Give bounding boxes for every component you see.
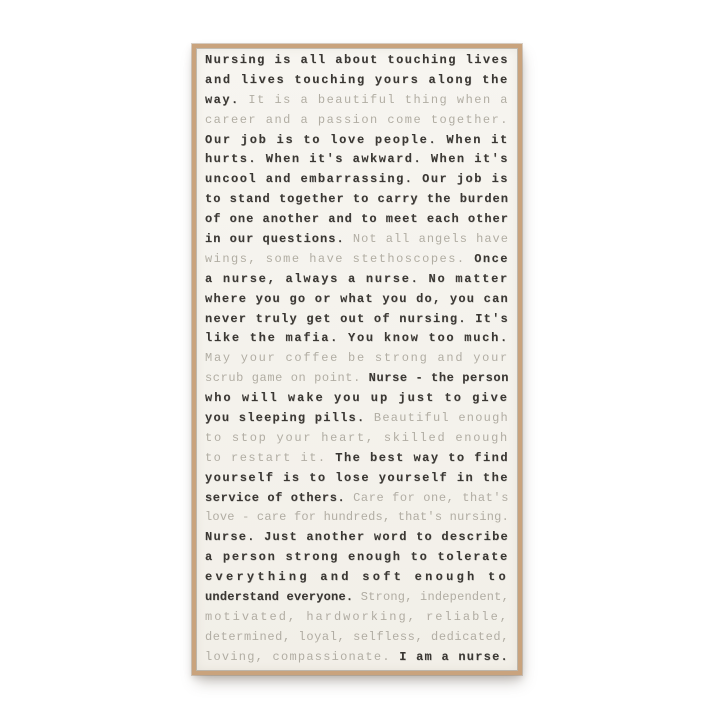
- text-line: [205, 489, 509, 509]
- text-segment-light: motivated, hardworking, reliable,: [205, 609, 509, 624]
- text-segment-dark: Nurse - the person: [360, 371, 509, 386]
- text-segment-dark: Our job is to love people. When it: [205, 132, 509, 147]
- text-line: [205, 51, 509, 71]
- text-line: [205, 230, 509, 250]
- text-segment-light: wings, some have stethoscopes.: [205, 251, 466, 266]
- text-line: [205, 528, 509, 548]
- text-line: [205, 369, 509, 389]
- text-segment-dark: yourself is to lose yourself in the: [205, 470, 509, 485]
- text-line: [205, 508, 509, 528]
- text-line: [205, 150, 509, 170]
- text-segment-light: love - care for hundreds, that's nursing.: [205, 510, 509, 525]
- text-line: [205, 290, 509, 310]
- text-segment-light: Strong, independent,: [353, 590, 509, 605]
- text-segment-light: determined, loyal, selfless, dedicated,: [205, 629, 509, 644]
- text-segment-light: to stop your heart, skilled enough: [205, 430, 509, 445]
- text-segment-dark: understand everyone.: [205, 590, 354, 605]
- text-segment-light: loving, compassionate.: [205, 649, 391, 664]
- text-line: [205, 608, 509, 628]
- text-segment-light: Care for one, that's: [345, 490, 509, 505]
- text-line: [205, 648, 509, 668]
- text-line: [205, 469, 509, 489]
- text-segment-light: scrub game on point.: [205, 371, 361, 386]
- text-segment-dark: in our questions.: [205, 232, 345, 247]
- text-segment-dark: never truly get out of nursing. It's: [205, 311, 509, 326]
- text-segment-dark: uncool and embarrassing. Our job is: [205, 172, 509, 187]
- text-segment-dark: Once: [465, 251, 509, 266]
- text-segment-dark: where you go or what you do, you can: [205, 291, 509, 306]
- text-segment-dark: of one another and to meet each other: [205, 212, 509, 227]
- text-line: [205, 429, 509, 449]
- text-line: [205, 190, 509, 210]
- text-line: [205, 71, 509, 91]
- text-line: [205, 310, 509, 330]
- sign-text: [196, 48, 518, 671]
- text-line: [205, 349, 509, 369]
- text-segment-dark: who will wake you up just to give: [205, 391, 509, 406]
- text-segment-dark: service of others.: [205, 490, 346, 505]
- text-segment-dark: a person strong enough to tolerate: [205, 550, 509, 565]
- text-segment-dark: way.: [205, 92, 240, 107]
- text-segment-dark: everything and soft enough to: [205, 570, 509, 585]
- wooden-sign: [192, 44, 522, 675]
- text-line: [205, 568, 509, 588]
- text-line: [205, 389, 509, 409]
- text-segment-dark: hurts. When it's awkward. When it's: [205, 152, 509, 167]
- text-line: [205, 628, 509, 648]
- text-line: [205, 548, 509, 568]
- text-segment-dark: Nursing is all about touching lives: [205, 53, 509, 67]
- text-segment-light: It is a beautiful thing when a: [239, 92, 509, 107]
- text-segment-light: career and a passion come together.: [205, 112, 509, 127]
- text-segment-dark: and lives touching yours along the: [205, 72, 509, 87]
- text-segment-light: May your coffee be strong and your: [205, 351, 509, 366]
- text-line: [205, 329, 509, 349]
- text-line: [205, 588, 509, 608]
- text-segment-dark: you sleeping pills.: [205, 411, 366, 426]
- text-segment-dark: like the mafia. You know too much.: [205, 331, 509, 346]
- text-line: [205, 409, 509, 429]
- text-segment-dark: to stand together to carry the burden: [205, 192, 509, 207]
- text-segment-light: Not all angels have: [344, 232, 509, 247]
- text-line: [205, 170, 509, 190]
- text-segment-dark: Nurse. Just another word to describe: [205, 530, 509, 545]
- text-line: [205, 270, 509, 290]
- text-line: [205, 210, 509, 230]
- text-segment-light: Beautiful enough: [365, 411, 509, 426]
- text-segment-dark: The best way to find: [326, 450, 509, 465]
- text-segment-light: to restart it.: [205, 450, 327, 465]
- text-line: [205, 91, 509, 111]
- text-segment-dark: a nurse, always a nurse. No matter: [205, 271, 509, 286]
- text-line: [205, 131, 509, 151]
- text-line: [205, 250, 509, 270]
- text-segment-dark: I am a nurse.: [390, 649, 509, 664]
- text-line: [205, 449, 509, 469]
- text-line: [205, 111, 509, 131]
